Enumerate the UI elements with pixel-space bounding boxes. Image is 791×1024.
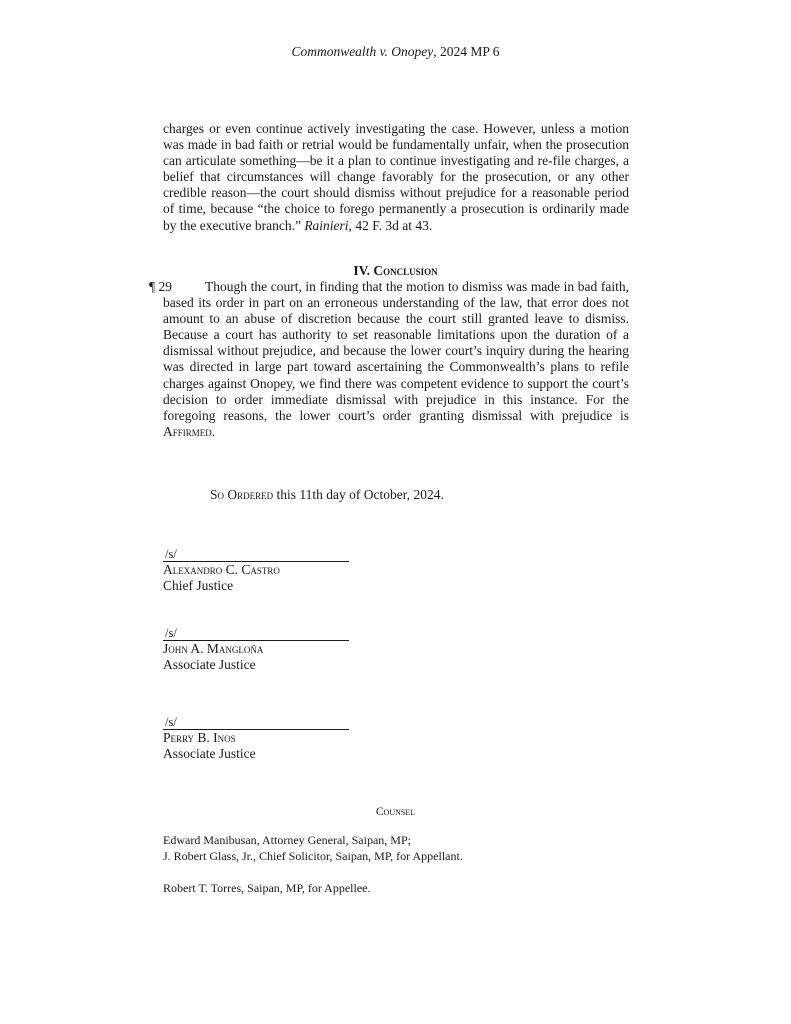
running-header	[0, 44, 791, 60]
order-text: this 11th day of October, 2024.	[273, 487, 444, 502]
justice-name: Alexandro C. Castro	[163, 562, 280, 577]
counsel-appellant	[163, 832, 463, 864]
justice-title: Associate Justice	[163, 657, 256, 672]
counsel-line: Robert T. Torres, Saipan, MP, for Appellee.	[163, 881, 371, 895]
order-line	[210, 487, 444, 503]
section-number: IV.	[353, 263, 374, 278]
paragraph-text: Though the court, in finding that the motion to dismiss was made in bad faith, based its order in part on an erroneous understanding of the law, that error does not amount to an abuse of discretion because the court still granted leave to dismiss. Because a court has authority to set reasonable limitations upon the duration of a dismissal without prejudice, and because the lower court’s inquiry during the hearing was directed in large part toward ascertaining the Commonwealth’s plans to refile charges against Onopey, we find there was competent evidence to support the court’s decision to order immediate dismissal with prejudice in this instance. For the foregoing reasons, the lower court’s order granting dismissal with prejudice is	[163, 279, 629, 423]
justice-name: Perry B. Inos	[163, 730, 236, 745]
signature-block	[163, 546, 349, 594]
case-name: Commonwealth v. Onopey	[291, 44, 434, 59]
counsel-line: Edward Manibusan, Attorney General, Saipan, MP;	[163, 833, 411, 847]
signature-line: /s/	[163, 625, 349, 641]
counsel-heading: Counsel	[375, 806, 416, 818]
paragraph-number: ¶ 29	[149, 279, 172, 294]
justice-title: Chief Justice	[163, 578, 234, 593]
paragraph-continued	[163, 121, 629, 234]
signature-line: /s/	[163, 546, 349, 562]
signature-line: /s/	[163, 714, 349, 730]
disposition: Affirmed	[163, 423, 212, 439]
justice-name: John A. Mangloña	[163, 641, 264, 656]
justice-title: Associate Justice	[163, 746, 256, 761]
section-title: Conclusion	[373, 263, 438, 278]
citation-rest: , 42 F. 3d at 43.	[348, 217, 433, 233]
paragraph-29: Though the court, in finding that the motion to dismiss was made in bad faith, based its order in part on an erroneous understanding of the law, that error does not amount to an abuse of discretion because the court still granted leave to dismiss. Because a court has authority to set reasonable limitations upon the duration of a dismissal without prejudice, and because the lower court’s inquiry during the hearing was directed in large part toward ascertaining the Commonwealth’s plans to refile charges against Onopey, we find there was competent evidence to support the court’s decision to order immediate dismissal with prejudice in this instance. For the foregoing reasons, the lower court’s order granting dismissal with prejudice is Affirmed.	[163, 279, 629, 439]
signature-block	[163, 625, 349, 673]
signature-block	[163, 714, 349, 762]
counsel-appellee	[163, 880, 370, 896]
case-citation-italic: Rainieri	[304, 217, 349, 233]
case-citation: , 2024 MP 6	[433, 44, 500, 59]
section-heading	[0, 263, 791, 279]
counsel-line: J. Robert Glass, Jr., Chief Solicitor, Saipan, MP, for Appellant.	[163, 849, 463, 863]
paragraph-text: charges or even continue actively investigating the case. However, unless a motion was made in bad faith or retrial would be fundamentally unfair, when the prosecution can articulate something—be it a plan to continue investigating and re-file charges, a belief that circumstances will change favorably for the prosecution, or any other credible reason—the court should dismiss without prejudice for a reasonable period of time, because “the choice to forego permanently a prosecution is ordinarily made by the executive branch.”	[163, 121, 629, 233]
order-label: So Ordered	[210, 487, 274, 502]
